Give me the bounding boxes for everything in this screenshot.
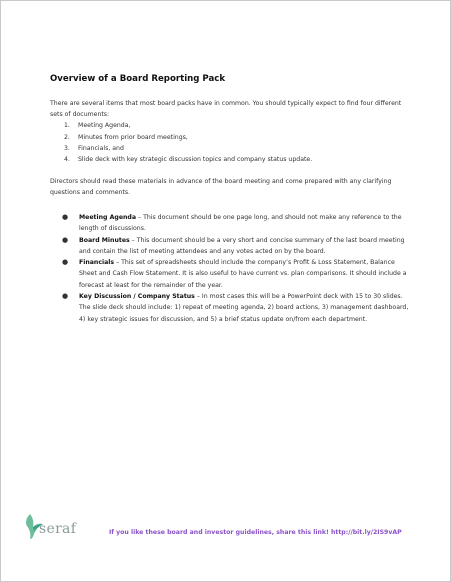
bullet-icon: ● — [62, 213, 69, 221]
item-term: Financials — [79, 259, 115, 267]
list-item — [50, 235, 410, 258]
item-text: – This document should be one page long, and should not make any reference to the length of discussions. — [79, 214, 402, 233]
logo-text: seraf — [39, 521, 77, 537]
page-title: Overview of a Board Reporting Pack — [50, 74, 226, 84]
list-item — [50, 154, 410, 165]
document-body — [50, 74, 410, 325]
bullet-icon: ● — [62, 292, 69, 301]
bullet-icon: ● — [62, 258, 69, 267]
seraf-logo — [24, 512, 94, 542]
intro-paragraph: There are several items that most board packs have in common. You should typically expect to find four different sets of documents: — [50, 100, 402, 119]
item-term: Meeting Agenda — [79, 214, 137, 221]
list-item — [50, 120, 410, 131]
list-text: Slide deck with key strategic discussion topics and company status update. — [78, 156, 313, 164]
list-number: 2. — [64, 133, 70, 141]
list-number: 1. — [64, 122, 70, 130]
share-link[interactable]: If you like these board and investor guidelines, share this link! http://bit.ly/2IS9vAP — [109, 529, 402, 536]
item-term: Board Minutes — [79, 236, 130, 244]
list-text: Minutes from prior board meetings, — [78, 133, 188, 141]
list-text: Meeting Agenda, — [78, 122, 131, 130]
item-term: Key Discussion / Company Status — [79, 293, 195, 301]
list-number: 4. — [64, 156, 70, 164]
list-item — [50, 132, 410, 143]
bullet-icon: ● — [62, 235, 69, 244]
item-text: – This set of spreadsheets should include the company’s Profit & Loss Statement, Balance Sheet and Cash Flow Statement. It is also useful to have current vs. plan comparisons. It should include a forecast at least for the remainder of the year. — [79, 259, 407, 289]
items-list — [50, 212, 410, 325]
list-item — [50, 212, 410, 235]
list-text: Financials, and — [78, 145, 124, 152]
documents-list — [50, 120, 410, 165]
item-text: – In most cases this will be a PowerPoint deck with 15 to 30 slides. The slide deck should include: 1) repeat of meeting agenda, 2) board actions, 3) management dashboard, 4) key strategic issues for discussion, and 5) a brief status update on/from each department. — [79, 293, 409, 323]
directors-paragraph: Directors should read these materials in advance of the board meeting and come prepared with any clarifying questions and comments. — [50, 177, 392, 196]
footer — [24, 512, 424, 542]
list-number: 3. — [64, 145, 70, 152]
item-text: – This document should be a very short and concise summary of the last board meeting and contain the list of meeting attendees and any votes acted on by the board. — [79, 236, 405, 255]
list-item — [50, 143, 410, 154]
list-item — [50, 291, 410, 325]
list-item — [50, 257, 410, 291]
